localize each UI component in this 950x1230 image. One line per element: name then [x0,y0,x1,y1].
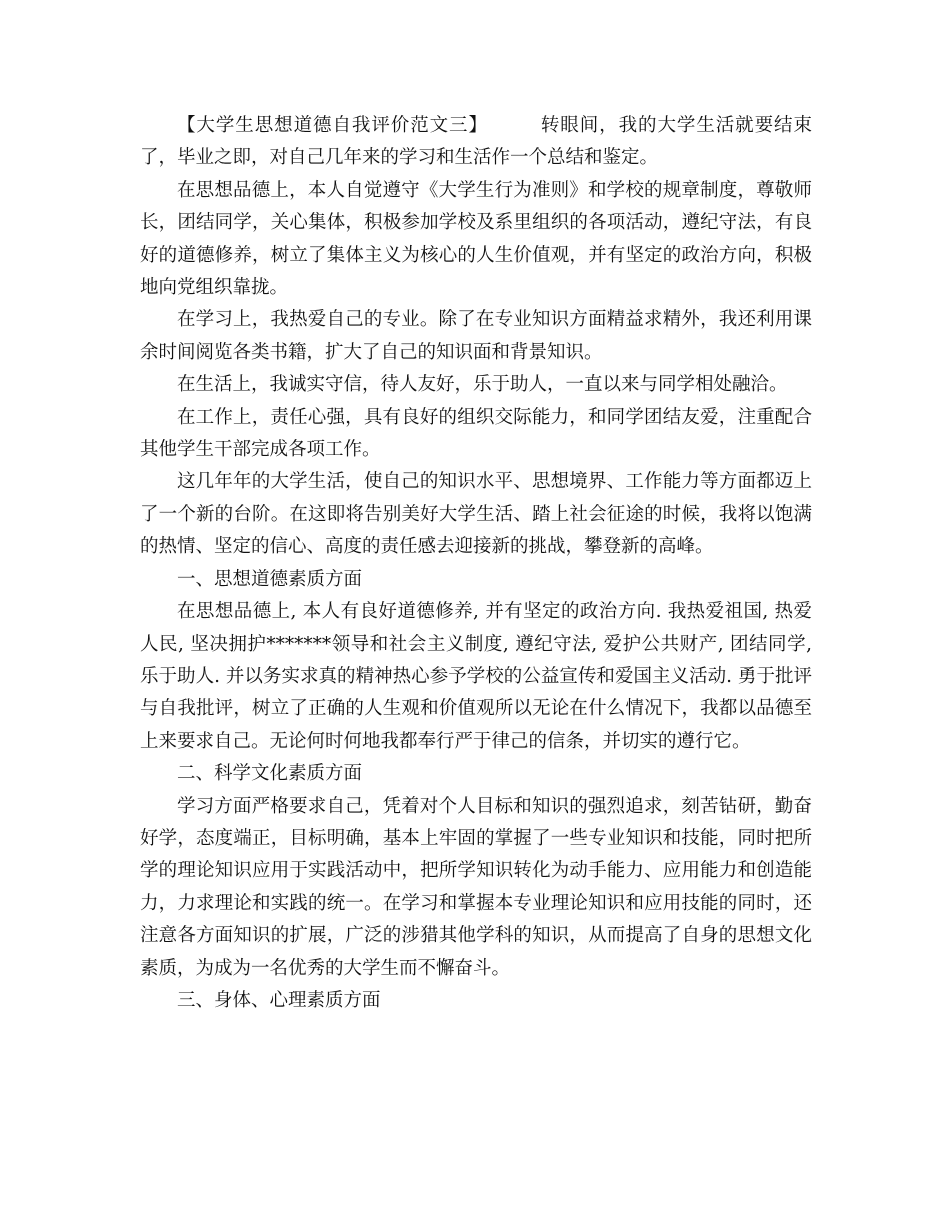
section-body-moral: 在思想品德上, 本人有良好道德修养, 并有坚定的政治方向. 我热爱祖国, 热爱人民, 坚决拥护*******领导和社会主义制度, 遵纪守法, 爱护公共财产, 团结同学, 乐于助人. 并以务实求真的精神热心参予学校的公益宣传和爱国主义活动. 勇于批评与自我批评，树立了正确的人生观和价值观所以无论在什么情况下，我都以品德至上来要求自己。无论何时何地我都奉行严于律己的信条，并切实的遵行它。 [140,601,812,752]
intro-title: 【大学生思想道德自我评价范文三】 [177,115,488,136]
section-heading-physical: 三、身体、心理素质方面 [177,989,381,1011]
paragraph-life: 在生活上，我诚实守信，待人友好，乐于助人，一直以来与同学相处融洽。 [177,374,788,396]
document-body [140,110,812,1017]
paragraph-summary: 这几年年的大学生活，使自己的知识水平、思想境界、工作能力等方面都迈上了一个新的台阶。在这即将告别美好大学生活、踏上社会征途的时候，我将以饱满的热情、坚定的信心、高度的责任感去迎接新的挑战，攀登新的高峰。 [140,471,812,558]
section-heading-science: 二、科学文化素质方面 [177,763,363,785]
intro-paragraph [140,110,812,175]
section-heading-moral: 一、思想道德素质方面 [177,568,363,590]
paragraph-conduct: 在思想品德上，本人自觉遵守《大学生行为准则》和学校的规章制度，尊敬师长，团结同学，关心集体，积极参加学校及系里组织的各项活动，遵纪守法，有良好的道德修养，树立了集体主义为核心的人生价值观，并有坚定的政治方向，积极地向党组织靠拢。 [140,179,812,299]
paragraph-work: 在工作上，责任心强，具有良好的组织交际能力，和同学团结友爱，注重配合其他学生干部完成各项工作。 [140,406,812,461]
section-body-science: 学习方面严格要求自己，凭着对个人目标和知识的强烈追求，刻苦钻研，勤奋好学，态度端正，目标明确，基本上牢固的掌握了一些专业知识和技能，同时把所学的理论知识应用于实践活动中，把所学知识转化为动手能力、应用能力和创造能力，力求理论和实践的统一。在学习和掌握本专业理论知识和应用技能的同时，还注意各方面知识的扩展，广泛的涉猎其他学科的知识，从而提高了自身的思想文化素质，为成为一名优秀的大学生而不懈奋斗。 [140,795,812,979]
paragraph-study: 在学习上，我热爱自己的专业。除了在专业知识方面精益求精外，我还利用课余时间阅览各类书籍，扩大了自己的知识面和背景知识。 [140,309,812,363]
intro-body: 转眼间，我的大学生活就要结束了，毕业之即，对自己几年来的学习和生活作一个总结和鉴定。 [140,115,812,169]
